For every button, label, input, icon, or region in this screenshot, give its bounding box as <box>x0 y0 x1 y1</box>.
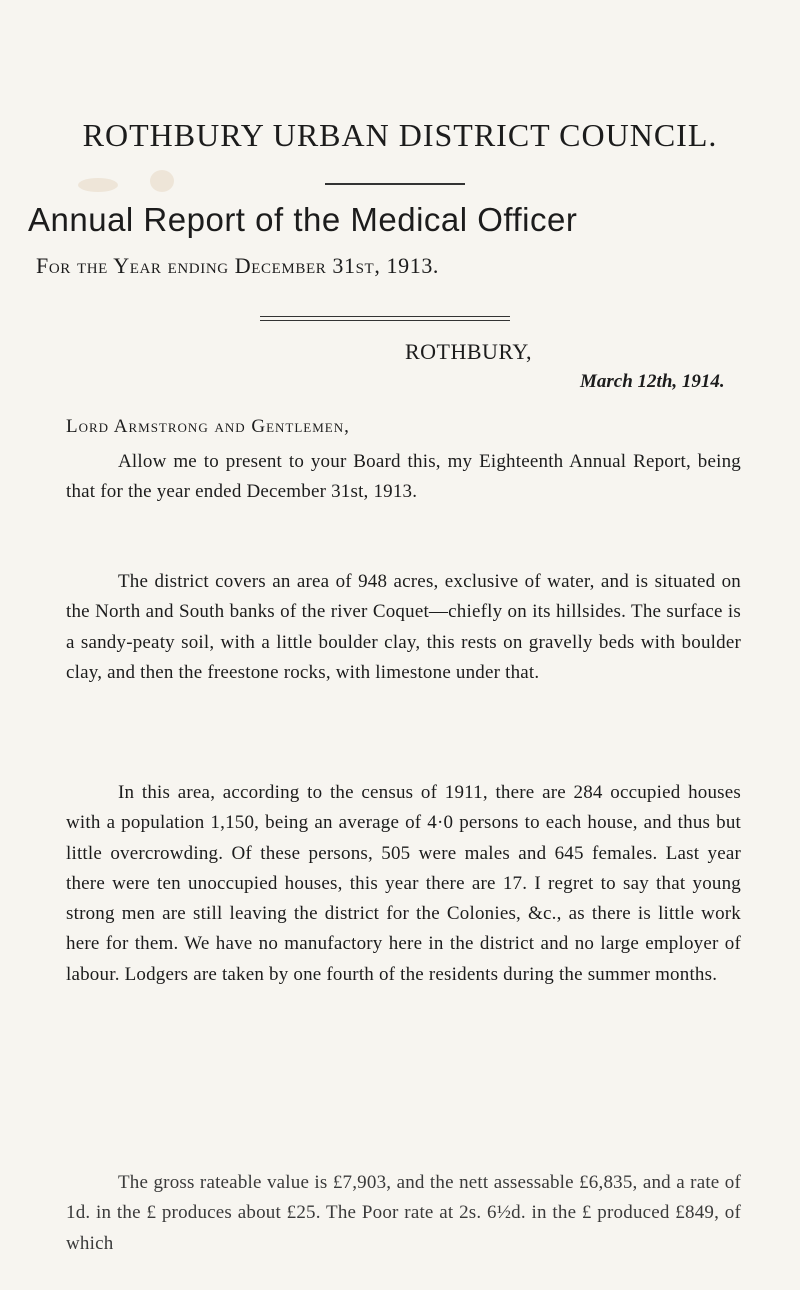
body-paragraph <box>66 1168 741 1259</box>
body-paragraph <box>66 778 741 990</box>
paragraph-text: In this area, according to the census of 1911, there are 284 occupied houses with a population 1,150, being an average of 4·0 persons to each house, and thus but little overcrowding. Of these persons, 505 were males and 645 females. Last year there were ten unoccupied houses, this year there are 17. I regret to say that young strong men are still leaving the district for the Colonies, &c., as there is little work here for them. We have no manufactory here in the district and no large employer of labour. Lodgers are taken by one fourth of the residents during the summer months. <box>66 782 741 985</box>
paragraph-text: Allow me to present to your Board this, my Eighteenth Annual Report, being that for the year ended December 31st, 1913. <box>66 451 741 503</box>
council-heading: ROTHBURY URBAN DISTRICT COUNCIL. <box>82 117 718 153</box>
paragraph-text: The gross rateable value is £7,903, and the nett assessable £6,835, and a rate of 1d. in the £ produces about £25. The Poor rate at 2s. 6½d. in the £ produced £849, of which <box>66 1172 741 1254</box>
letter-salutation: Lord Armstrong and Gentlemen, <box>66 416 350 437</box>
paper-stain <box>78 178 118 192</box>
paragraph-text: The district covers an area of 948 acres, exclusive of water, and is situated on the North and South banks of the river Coquet—chiefly on its hillsides. The surface is a sandy-peaty soil, with a little boulder clay, this rests on gravelly beds with boulder clay, and then the freestone rocks, with limestone under that. <box>66 571 741 683</box>
report-subtitle: For the Year ending December 31st, 1913. <box>36 253 440 278</box>
divider-rule <box>325 183 465 185</box>
body-paragraph <box>66 447 741 508</box>
body-paragraph <box>66 567 741 688</box>
report-title: Annual Report of the Medical Officer <box>28 201 578 238</box>
double-divider-rule <box>260 316 510 321</box>
letter-date: March 12th, 1914. <box>580 371 725 392</box>
paper-stain <box>150 170 174 192</box>
letter-place: ROTHBURY, <box>405 339 532 364</box>
